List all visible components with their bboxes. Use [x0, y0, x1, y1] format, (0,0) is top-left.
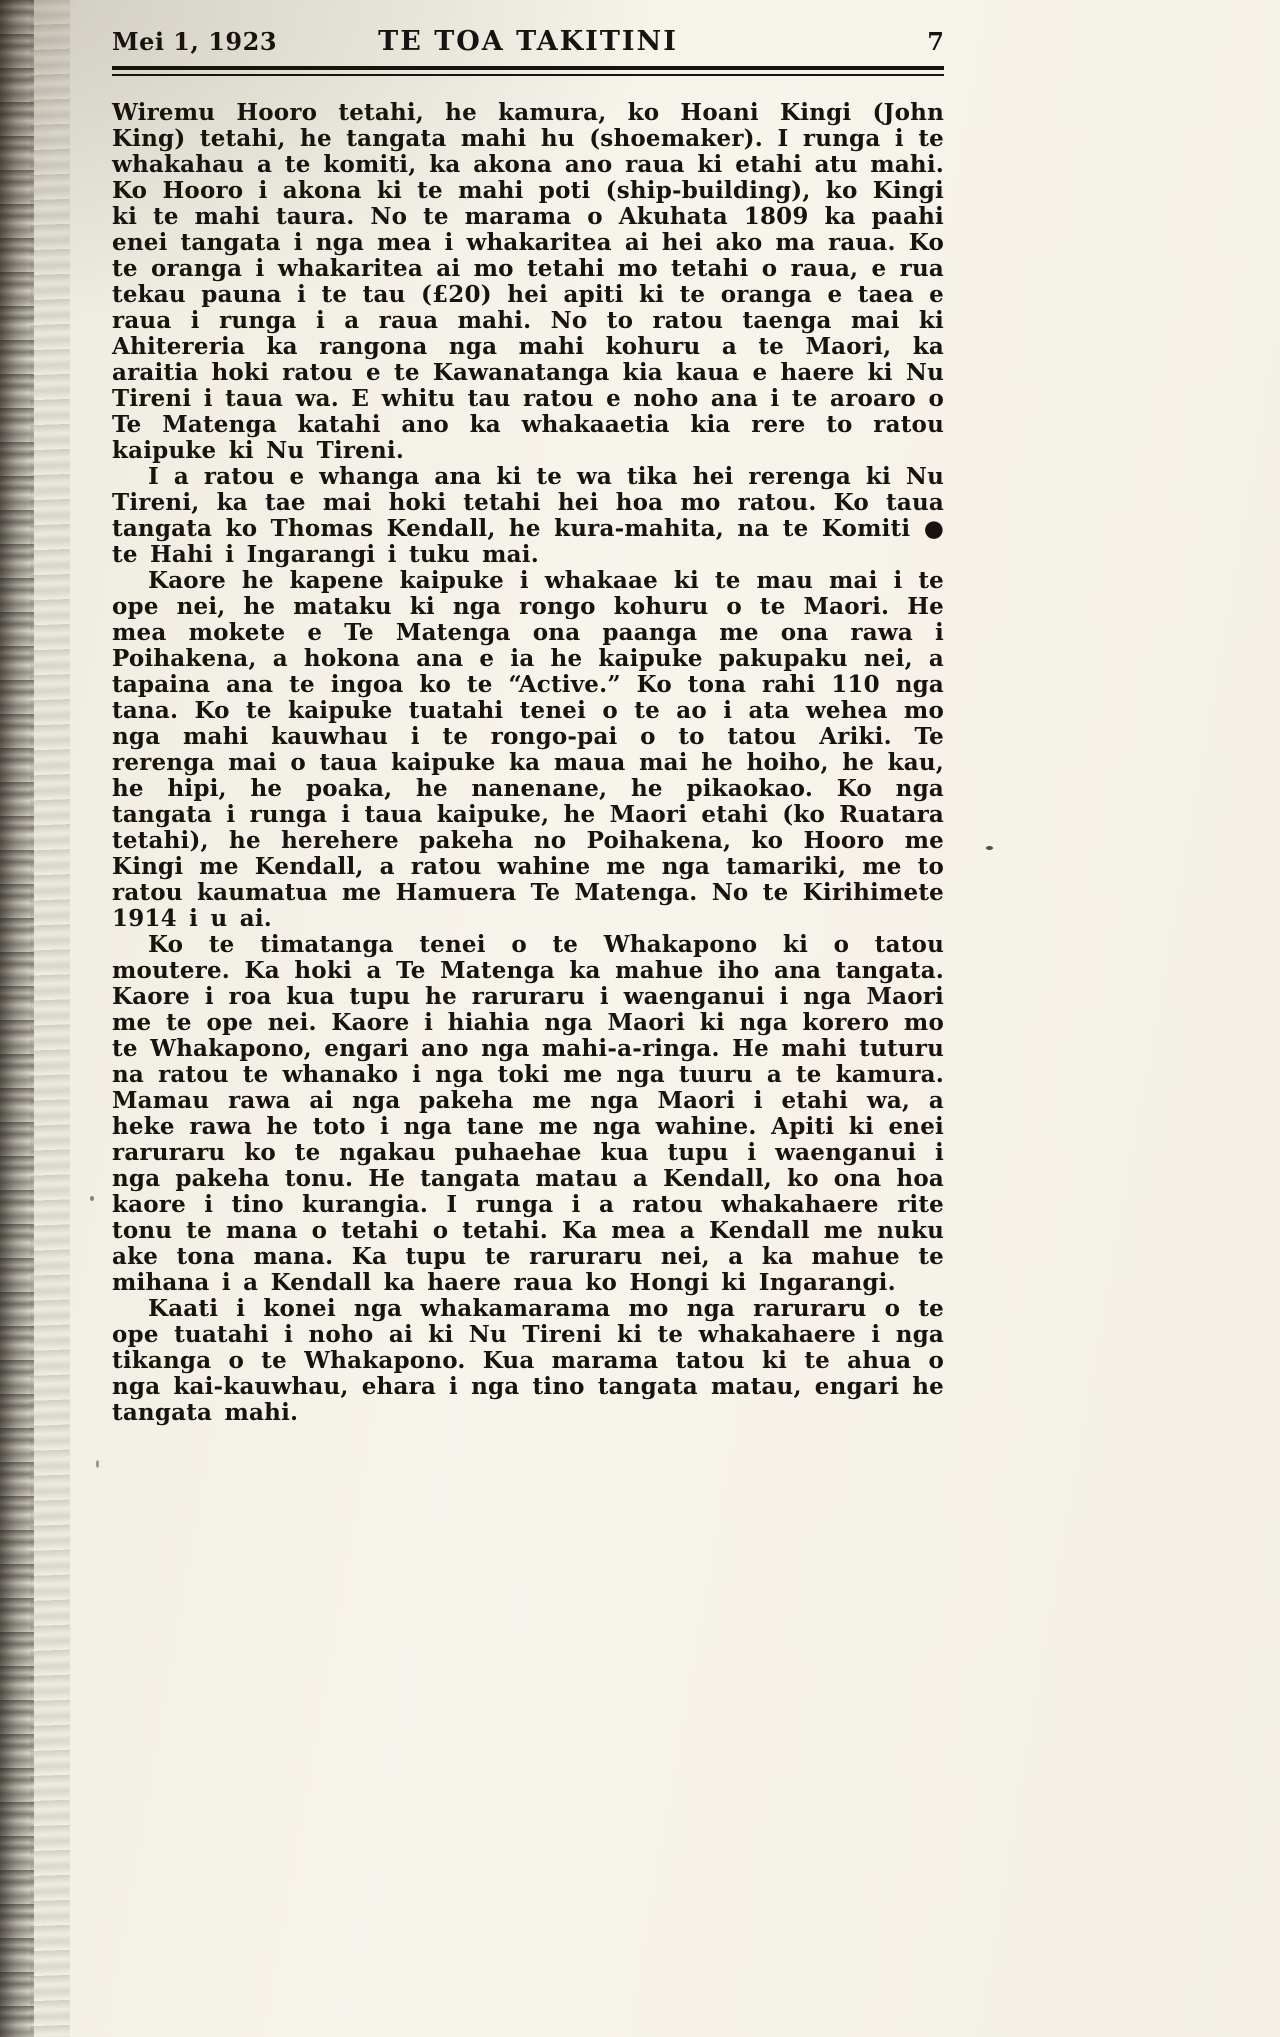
ink-speck [986, 846, 993, 850]
page-number: 7 [927, 27, 944, 56]
issue-date: Mei 1, 1923 [112, 27, 278, 56]
paragraph-1: Wiremu Hooro tetahi, he kamura, ko Hoani Kingi (John King) tetahi, he tangata mahi hu (shoemaker). I runga i te whakahau a te komiti, ka akona ano raua ki etahi atu mahi. Ko Hooro i akona ki te mahi poti (ship-building), ko Kingi ki te mahi taura. No te marama o Akuhata 1809 ka paahi enei tangata i nga mea i whakaritea ai hei ako ma raua. Ko te oranga i whakaritea ai mo tetahi mo tetahi o raua, e rua tekau pauna i te tau (£20) hei apiti ki te oranga e taea e raua i runga i a raua mahi. No to ratou taenga mai ki Ahitereria ka rangona nga mahi kohuru a te Maori, ka araitia hoki ratou e te Kawanatanga kia kaua e haere ki Nu Tireni i taua wa. E whitu tau ratou e noho ana i te aroaro o Te Matenga katahi ano ka whakaaetia kia rere to ratou kaipuke ki Nu Tireni. [112, 99, 944, 464]
newspaper-page [112, 26, 944, 1426]
article-body [112, 100, 944, 1426]
ink-speck [96, 1460, 99, 1468]
scan-edge-shadow [30, 0, 70, 2037]
paragraph-3: Kaore he kapene kaipuke i whakaae ki te mau mai i te ope nei, he mataku ki nga rongo kohuru o te Maori. He mea mokete e Te Matenga ona paanga me ona rawa i Poihakena, a hokona ana e ia he kaipuke pakupaku nei, a tapaina ana te ingoa ko te “Active.” Ko tona rahi 110 nga tana. Ko te kaipuke tuatahi tenei o te ao i ata wehea mo nga mahi kauwhau i te rongo-pai o to tatou Ariki. Te rerenga mai o taua kaipuke ka maua mai he hoiho, he kau, he hipi, he poaka, he nanenane, he pikaokao. Ko nga tangata i runga i taua kaipuke, he Maori etahi (ko Ruatara tetahi), he herehere pakeha no Poihakena, ko Hooro me Kingi me Kendall, a ratou wahine me nga tamariki, me to ratou kaumatua me Hamuera Te Matenga. No te Kirihimete 1914 i u ai. [112, 567, 944, 932]
masthead [112, 26, 944, 57]
publication-title: TE TOA TAKITINI [378, 26, 678, 57]
paragraph-4: Ko te timatanga tenei o te Whakapono ki o tatou moutere. Ka hoki a Te Matenga ka mahue iho ana tangata. Kaore i roa kua tupu he raruraru i waenganui i nga Maori me te ope nei. Kaore i hiahia nga Maori ki nga korero mo te Whakapono, engari ano nga mahi-a-ringa. He mahi tuturu na ratou te whanako i nga toki me nga tuuru a te kamura. Mamau rawa ai nga pakeha me nga Maori i etahi wa, a heke rawa he toto i nga tane me nga wahine. Apiti ki enei raruraru ko te ngakau puhaehae kua tupu i waenganui i nga pakeha tonu. He tangata matau a Kendall, ko ona hoa kaore i tino kurangia. I runga i a ratou whakahaere rite tonu te mana o tetahi o tetahi. Ka mea a Kendall me nuku ake tona mana. Ka tupu te raruraru nei, a ka mahue te mihana i a Kendall ka haere raua ko Hongi ki Ingarangi. [112, 931, 944, 1296]
paragraph-2: I a ratou e whanga ana ki te wa tika hei rerenga ki Nu Tireni, ka tae mai hoki tetahi hei hoa mo ratou. Ko taua tangata ko Thomas Kendall, he kura-mahita, na te Komiti ● te Hahi i Ingarangi i tuku mai. [112, 463, 944, 568]
ink-speck [90, 1196, 94, 1201]
scan-edge-artifact [0, 0, 34, 2037]
paragraph-5: Kaati i konei nga whakamarama mo nga raruraru o te ope tuatahi i noho ai ki Nu Tireni ki te whakahaere i nga tikanga o te Whakapono. Kua marama tatou ki te ahua o nga kai-kauwhau, ehara i nga tino tangata matau, engari he tangata mahi. [112, 1295, 944, 1426]
masthead-double-rule [112, 66, 944, 76]
